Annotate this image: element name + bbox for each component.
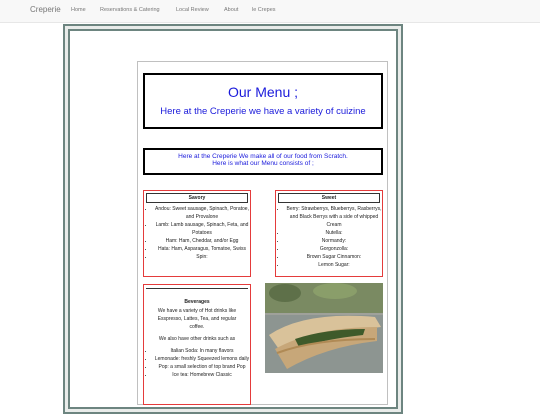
brand-link[interactable]: Creperie bbox=[30, 5, 61, 14]
sweet-item: • Brown Sugar Cinnamon: bbox=[286, 253, 382, 261]
sweet-item: • Nutella: bbox=[286, 229, 382, 237]
nav-reservations[interactable]: Reservations & Catering bbox=[100, 7, 160, 13]
sweet-item: • Berry: Strawberrys, Blueberrys, Rasberrys, and Black Berrys with a side of whipped Cream bbox=[286, 205, 382, 229]
nav-local-review[interactable]: Local Review bbox=[176, 7, 209, 13]
page-subtitle: Here at the Creperie we have a variety of cuizine bbox=[160, 106, 366, 117]
savory-item: • Ham: Ham, Cheddar, and/or Egg bbox=[154, 237, 250, 245]
sweet-item: • Gorgonzolla: bbox=[286, 245, 382, 253]
title-box bbox=[143, 73, 383, 129]
navbar bbox=[0, 0, 540, 23]
intro-box bbox=[143, 148, 383, 175]
beverage-item: • Ice tea: Homebrew Classic bbox=[154, 371, 250, 379]
sweet-title: Sweet bbox=[278, 193, 380, 203]
savory-item: • Spin: bbox=[154, 253, 250, 261]
beverages-title: Beverages bbox=[146, 288, 248, 305]
savory-section bbox=[143, 190, 251, 277]
beverages-text: We also have other drinks such as bbox=[158, 336, 236, 342]
beverages-section bbox=[143, 284, 251, 405]
savory-item: • Hata: Ham, Asparagus, Tomatoe, Swiss bbox=[154, 245, 250, 253]
sweet-section bbox=[275, 190, 383, 277]
crepe-photo bbox=[265, 283, 383, 373]
savory-item: • Lamb: Lamb sausage, Spinach, Feta, and Potatoes bbox=[154, 221, 250, 237]
sweet-item: • Lemon Sugar: bbox=[286, 261, 382, 269]
intro-line-2: Here is what our Menu consists of ; bbox=[212, 160, 314, 167]
savory-item: • Andou: Sweet sausage, Spinach, Poratoe, and Provalone bbox=[154, 205, 250, 221]
nav-about[interactable]: About bbox=[224, 7, 239, 13]
sweet-item: • Normandy: bbox=[286, 237, 382, 245]
beverage-item: • Italian Soda: In many flavors bbox=[154, 347, 250, 355]
intro-line-1: Here at the Creperie We make all of our food from Scratch. bbox=[178, 153, 348, 160]
nav-le-crepes[interactable]: le Crepes bbox=[252, 7, 276, 13]
page-title: Our Menu ; bbox=[227, 84, 299, 100]
beverages-text: We have a variety of Hot drinks like Esspresso, Lattes, Tea, and regular coffee. bbox=[157, 308, 237, 330]
nav-home[interactable]: Home bbox=[71, 7, 86, 13]
beverage-item: • Pop: a small selection of top brand Pop bbox=[154, 363, 250, 371]
savory-title: Savory bbox=[146, 193, 248, 203]
beverage-item: • Lemonade: freshly Squeezed lemons daily bbox=[154, 355, 250, 363]
